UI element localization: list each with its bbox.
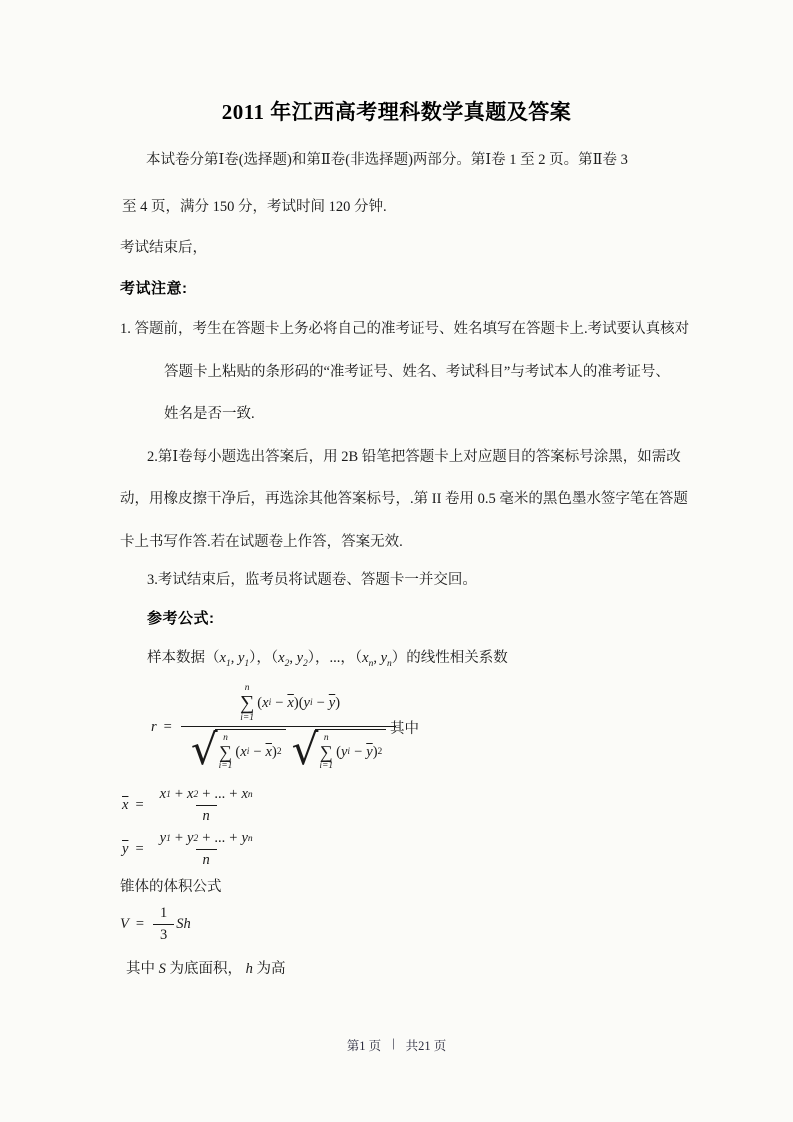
math-token: − [354, 743, 363, 760]
page-footer [0, 1036, 793, 1054]
math-token: − [275, 694, 284, 711]
math-token: x [219, 650, 226, 666]
math-token: 其中 [126, 961, 155, 977]
fraction-numerator: y 1 + y 2 + ... + y n [159, 830, 253, 846]
math-token: n [323, 732, 329, 743]
math-token: = [135, 841, 144, 857]
math-token: $\overline{y}$ [328, 694, 336, 711]
notice-item-1-line-2: 答题卡上粘贴的条形码的“准考证号、姓名、考试科目”与考试本人的准考证号、 [164, 364, 670, 380]
math-token: 1 [160, 905, 168, 921]
fraction-numerator: x 1 + x 2 + ... + x n [159, 786, 253, 802]
page-total: 共21 页 [405, 1039, 447, 1053]
math-token: n [202, 852, 210, 868]
math-token: y [296, 650, 303, 666]
page-number: 第1 页 [346, 1039, 382, 1053]
notice-item-2-line-1: 2.第Ⅰ卷每小题选出答案后，用 2B 铅笔把答题卡上对应题目的答案标号涂黑，如需改 [147, 449, 681, 465]
fraction-denominator [196, 849, 217, 869]
xbar-formula [122, 786, 262, 825]
volume-footnote [126, 959, 286, 979]
expression: ( x i − $\overline{x}$ ) 2 [235, 743, 282, 760]
math-token: − [253, 743, 262, 760]
post-exam-line: 考试结束后， [120, 240, 207, 256]
math-token: 样本数据（ [147, 650, 220, 666]
intro-line-2: 至 4 页，满分 150 分，考试时间 120 分钟. [122, 199, 387, 215]
math-token: ) [335, 694, 341, 711]
math-token: x [187, 786, 194, 802]
math-token: h [183, 916, 191, 932]
math-token: + [174, 786, 183, 802]
math-token: y [380, 650, 387, 666]
square-root [190, 724, 286, 774]
math-token: $\overline{y}$ [366, 743, 373, 760]
math-token: r [151, 718, 157, 735]
notice-heading: 考试注意: [120, 280, 188, 297]
fraction-denominator [196, 805, 217, 825]
math-token: 为底面积， [169, 961, 242, 977]
summation [219, 733, 233, 772]
math-token: x [362, 650, 369, 666]
math-token: ），...，（ [307, 650, 363, 666]
math-token: + [229, 786, 238, 802]
math-token: ）的线性相关系数 [391, 650, 508, 666]
math-token: y [159, 830, 167, 846]
math-token: ) [293, 694, 299, 711]
where-label: 其中 [390, 721, 419, 737]
math-token: x [159, 786, 167, 802]
math-token: = [163, 718, 172, 735]
expression: ( x i − $\overline{x}$ ) ( y i − $\overline{y}$ ) [257, 694, 341, 711]
math-token: $\overline{x}$ [122, 797, 129, 813]
fraction-numerator [230, 683, 347, 726]
math-token: n [223, 732, 228, 743]
notice-item-2-line-3: 卡上书写作答.若在试题卷上作答，答案无效. [120, 534, 403, 550]
math-token: i=1 [240, 713, 255, 724]
math-token: x [278, 650, 285, 666]
math-token: n [202, 808, 210, 824]
math-token: 2 [303, 658, 308, 669]
math-token: ( [257, 694, 263, 711]
fraction [153, 786, 260, 825]
math-token: y [303, 694, 310, 711]
math-token: + [202, 830, 211, 846]
expression: ( y i − $\overline{y}$ ) 2 [336, 743, 383, 760]
math-token: n [244, 683, 250, 693]
math-token: 2 [284, 658, 290, 669]
math-token: S [176, 916, 184, 932]
notice-item-3: 3.考试结束后，监考员将试题卷、答题卡一并交回。 [147, 572, 477, 588]
radical-symbol: √ [190, 724, 218, 774]
math-token: ... [214, 786, 226, 802]
math-token: n [368, 658, 374, 669]
cone-volume-label: 锥体的体积公式 [120, 879, 222, 895]
math-token: − [316, 694, 325, 711]
intro-line-1: 本试卷分第Ⅰ卷(选择题)和第Ⅱ卷(非选择题)两部分。第Ⅰ卷 1 至 2 页。第Ⅱ卷 3 [146, 152, 628, 168]
page-divider: | [392, 1036, 395, 1050]
square-root [291, 724, 387, 774]
math-token: 为高 [256, 961, 286, 977]
math-token: ( [298, 694, 304, 711]
math-token: ) [372, 743, 378, 760]
math-token: h [245, 961, 253, 977]
math-token: = [135, 916, 145, 932]
fraction [153, 830, 260, 869]
math-token: ），（ [249, 650, 279, 666]
sigma-symbol: ∑ [219, 742, 232, 763]
math-token: y [187, 830, 194, 846]
radicand [215, 729, 286, 772]
summation [319, 733, 333, 772]
math-token: 1 [225, 658, 231, 669]
math-token: , [373, 650, 377, 666]
math-token: y [340, 743, 348, 760]
math-token: , [289, 650, 293, 666]
sigma-symbol: ∑ [319, 742, 333, 763]
math-token: 1 [244, 658, 250, 669]
math-token: ) [271, 743, 277, 760]
ybar-formula [122, 830, 262, 869]
math-token: y [237, 650, 245, 666]
math-token: ( [235, 743, 241, 760]
math-token: i=1 [218, 761, 233, 772]
math-token: ... [214, 830, 226, 846]
math-token: x [240, 743, 247, 760]
math-token: 3 [160, 927, 168, 943]
fraction-numerator [153, 905, 174, 924]
math-token: $\overline{x}$ [287, 694, 294, 711]
fraction [181, 683, 396, 772]
radical-symbol: √ [291, 724, 319, 774]
notice-item-1-line-1: 1. 答题前，考生在答题卡上务必将自己的准考证号、姓名填写在答题卡上.考试要认真核对 [120, 321, 690, 337]
math-token: , [230, 650, 235, 666]
math-token: x [241, 786, 248, 802]
correlation-formula [151, 683, 398, 772]
math-token: + [229, 830, 238, 846]
math-token: i=1 [319, 761, 334, 772]
math-token: = [135, 797, 144, 813]
math-token: $\overline{x}$ [265, 743, 272, 760]
sample-data-line [147, 648, 508, 668]
radicand [315, 729, 386, 772]
document-title: 2011 年江西高考理科数学真题及答案 [221, 100, 572, 124]
math-token: + [174, 830, 183, 846]
math-token: ( [336, 743, 341, 760]
summation [240, 683, 254, 724]
math-token: V [120, 916, 129, 932]
fraction-denominator [153, 924, 174, 944]
math-token: n [387, 658, 392, 669]
sigma-symbol: ∑ [240, 692, 255, 715]
math-token: S [158, 961, 166, 977]
notice-item-1-line-3: 姓名是否一致. [164, 406, 255, 422]
notice-item-2-line-2: 动，用橡皮擦干净后，再选涂其他答案标号，.第 II 卷用 0.5 毫米的黑色墨水签字笔在答题 [120, 491, 688, 507]
math-token: + [202, 786, 211, 802]
fraction [153, 905, 174, 944]
math-token: x [262, 694, 269, 711]
fraction-denominator [181, 726, 396, 772]
math-token: y [241, 830, 248, 846]
volume-formula [120, 905, 191, 944]
math-token: $\overline{y}$ [122, 841, 129, 857]
formula-heading: 参考公式: [147, 610, 215, 627]
